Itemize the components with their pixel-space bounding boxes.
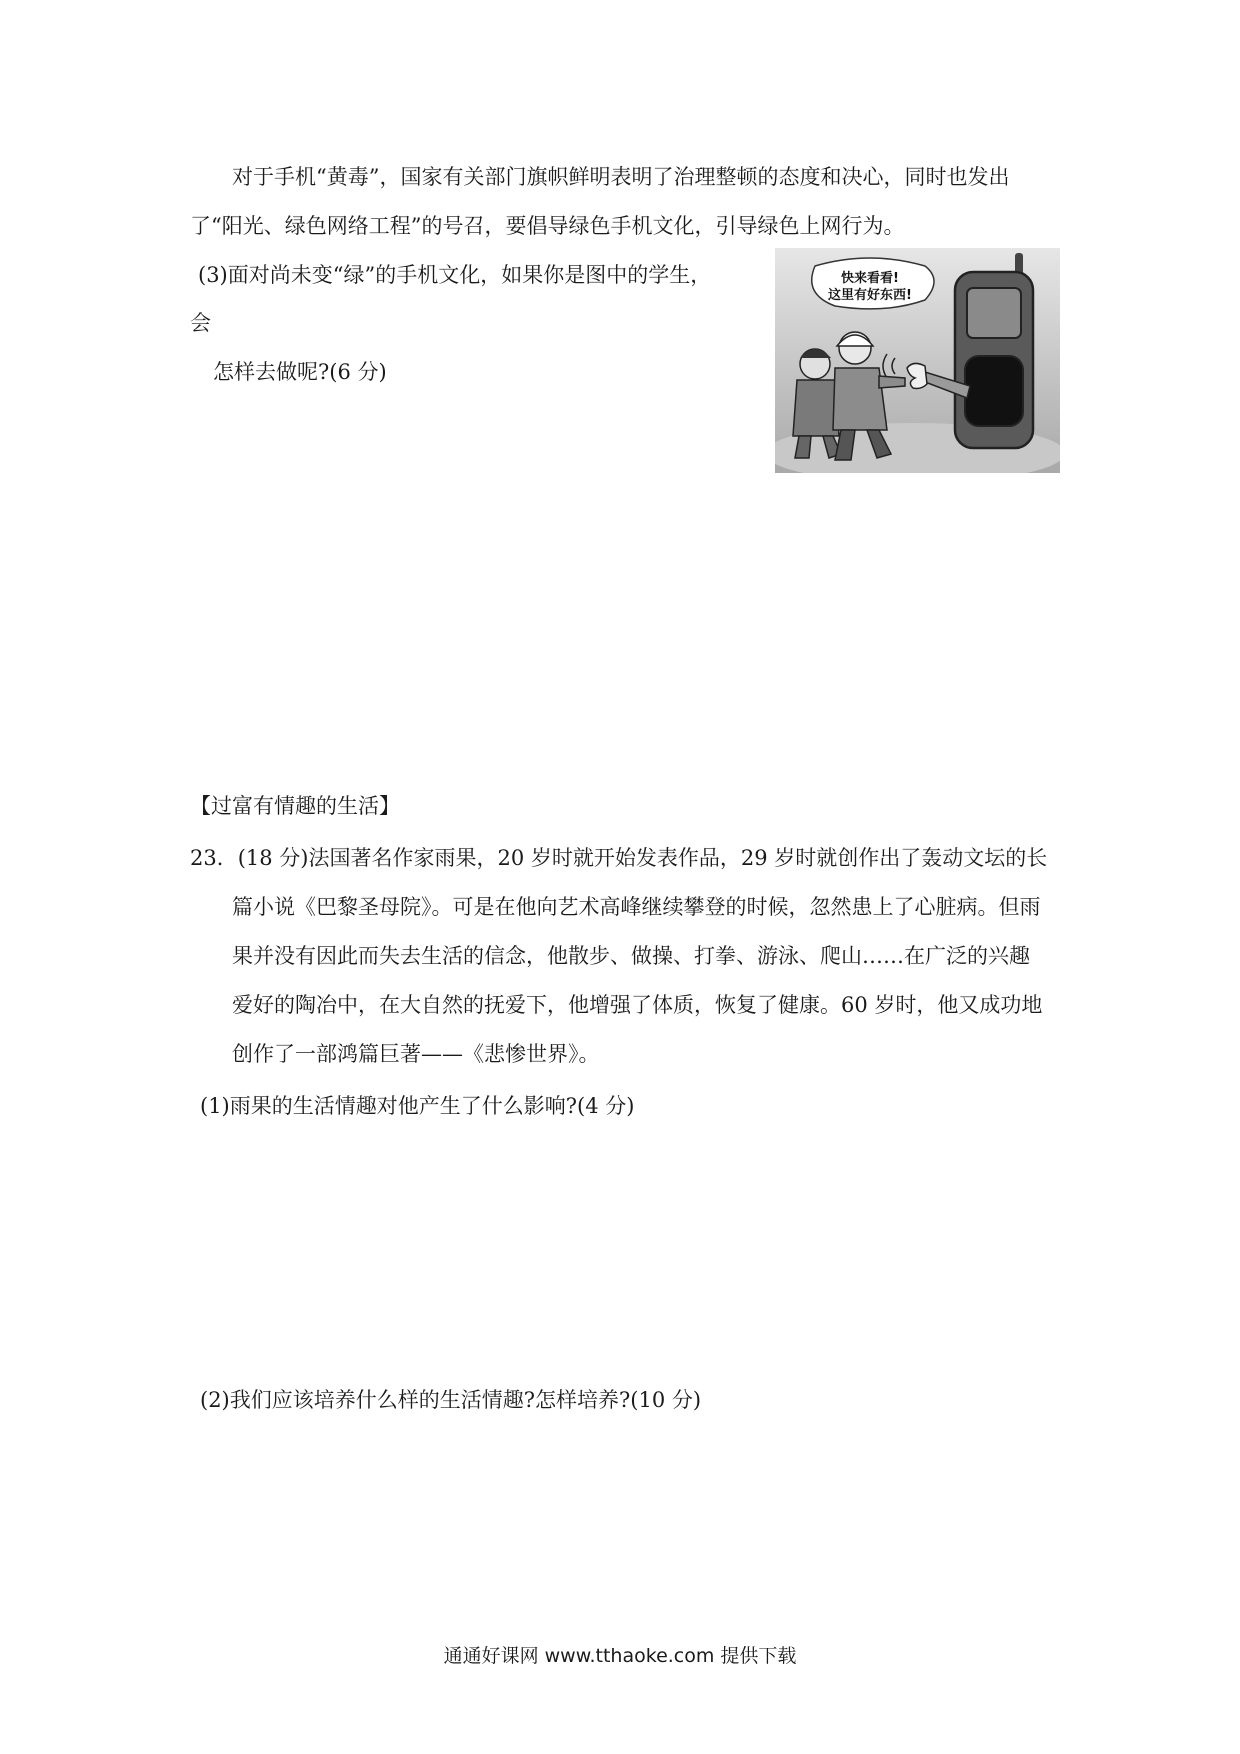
- question-23-line-2: 篇小说《巴黎圣母院》。可是在他向艺术高峰继续攀登的时候，忽然患上了心脏病。但雨: [232, 895, 1041, 919]
- speech-text-line-1: 快来看看!: [841, 271, 899, 286]
- cartoon-illustration: [775, 248, 1060, 473]
- page-footer: 通通好课网 www.tthaoke.com 提供下载: [443, 1645, 797, 1667]
- speech-text-line-2: 这里有好东西!: [828, 288, 912, 303]
- question-23-line-1: 23．(18 分)法国著名作家雨果，20 岁时就开始发表作品，29 岁时就创作出了轰动文坛的长: [190, 846, 1048, 870]
- paragraph-line-2: 了“阳光、绿色网络工程”的号召，要倡导绿色手机文化，引导绿色上网行为。: [190, 214, 905, 238]
- paragraph-line-1: 对于手机“黄毒”，国家有关部门旗帜鲜明表明了治理整顿的态度和决心，同时也发出: [232, 165, 1010, 189]
- question-23-line-3: 果并没有因此而失去生活的信念，他散步、做操、打拳、游泳、爬山……在广泛的兴趣: [232, 944, 1030, 968]
- cartoon-figure: [775, 248, 1060, 473]
- sub-question-2: (2)我们应该培养什么样的生活情趣?怎样培养?(10 分): [200, 1388, 702, 1412]
- mobile-phone-icon: [955, 253, 1033, 448]
- section-heading: 【过富有情趣的生活】: [190, 794, 400, 818]
- question-3-line-2: 会: [190, 311, 211, 335]
- question-23-line-4: 爱好的陶冶中，在大自然的抚爱下，他增强了体质，恢复了健康。60 岁时，他又成功地: [232, 993, 1043, 1017]
- question-23-line-5: 创作了一部鸿篇巨著——《悲惨世界》。: [232, 1042, 600, 1066]
- question-3-line-3: 怎样去做呢?(6 分): [213, 360, 387, 384]
- question-3-line-1: (3)面对尚未变“绿”的手机文化，如果你是图中的学生，: [198, 263, 712, 287]
- sub-question-1: (1)雨果的生活情趣对他产生了什么影响?(4 分): [200, 1094, 635, 1118]
